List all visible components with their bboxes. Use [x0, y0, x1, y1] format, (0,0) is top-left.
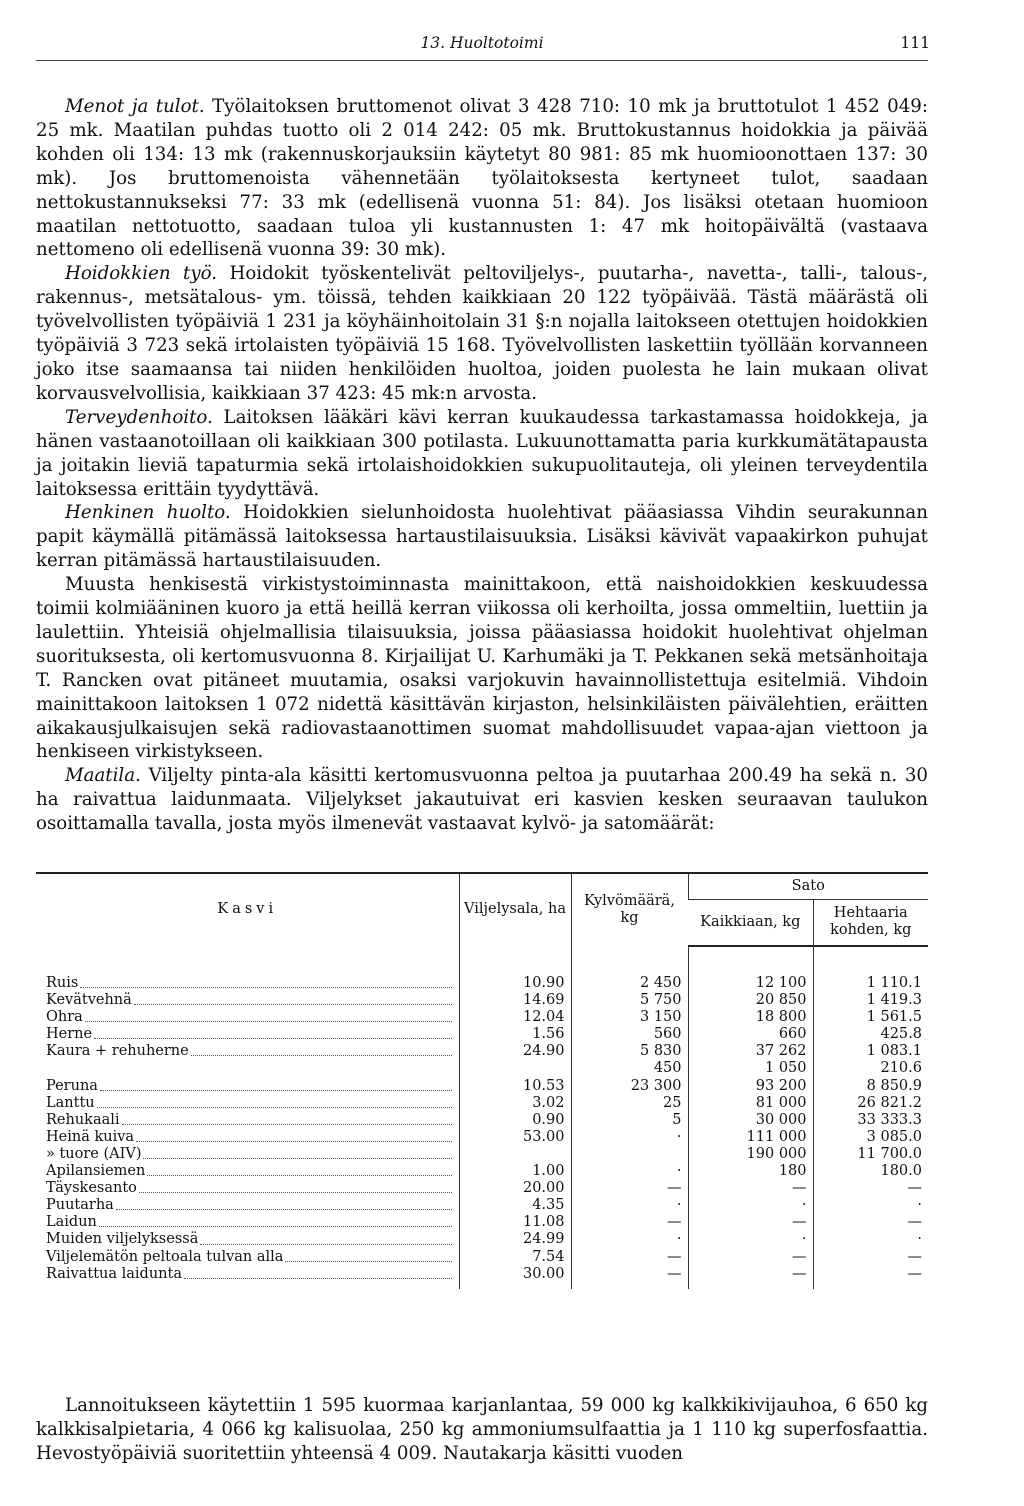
- cell-hehtaaria-kohden: 425.8: [813, 1026, 928, 1043]
- cell-kylvomaara: —: [571, 1214, 688, 1231]
- paragraph-text: Laitoksen lääkäri kävi kerran kuukaudessa tarkastamassa hoidokkeja, ja hänen vastaanotoillaan oli kaikkiaan 300 potilasta. Lukuunottamatta paria kurkkumätätapausta ja joitakin lieviä tapaturmia sekä irtolaishoidokkien sukupuolitauteja, oli yleinen terveydentila laitoksessa erittäin tyydyttävä.: [36, 406, 928, 500]
- crop-name: Raivattua laidunta: [46, 1265, 182, 1282]
- paragraph-heading: Hoidokkien työ.: [65, 263, 218, 285]
- leader-dots: [116, 1197, 452, 1210]
- document-page: [36, 34, 930, 1464]
- paragraph: [36, 501, 928, 573]
- crop-name: Rehukaali: [46, 1111, 120, 1128]
- cell-viljelysala: [459, 1060, 571, 1077]
- col-header-kaikkiaan: Kaikkiaan, kg: [688, 899, 813, 946]
- cell-kylvomaara: ·: [571, 1163, 688, 1180]
- leader-dots: [97, 1095, 452, 1108]
- cell-viljelysala: 0.90: [459, 1112, 571, 1129]
- cell-kylvomaara: —: [571, 1266, 688, 1283]
- cell-viljelysala: 12.04: [459, 1009, 571, 1026]
- cell-kaikkiaan: 37 262: [688, 1043, 813, 1060]
- leader-dots: [85, 1009, 452, 1022]
- paragraph-text: Hoidokit työskentelivät peltoviljelys-, puutarha-, navetta-, talli-, talous-, rakennus-, metsätalous- ym. töissä, tehden kaikkiaan 20 122 työpäivää. Tästä määrästä oli työvelvollisten työpäiviä 1 231 ja köyhäinhoitolain 31 §:n nojalla laitokseen otettujen hoidokkien työpäiviä 3 723 sekä irtolaisten työpäiviä 15 168. Työvelvollisten laskettiin työllään korvanneen joko itse saamaansa tai niiden henkilöiden huoltoa, joiden puolesta he lain mukaan olivat korvausvelvollisia, kaikkiaan 37 423: 45 mk:n arvosta.: [36, 263, 928, 404]
- cell-kasvi: [36, 1043, 459, 1060]
- cell-kylvomaara: —: [571, 1249, 688, 1266]
- cell-kaikkiaan: ·: [688, 1231, 813, 1248]
- cell-kasvi: [36, 1249, 459, 1266]
- cell-kasvi: [36, 1112, 459, 1129]
- cell-kaikkiaan: —: [688, 1214, 813, 1231]
- leader-dots: [191, 1043, 452, 1056]
- leader-dots: [285, 1249, 451, 1262]
- paragraph-text: Työlaitoksen bruttomenot olivat 3 428 710: 10 mk ja bruttotulot 1 452 049: 25 mk. Maatilan puhdas tuotto oli 2 014 242: 05 mk. Bruttokustannus hoidokkia ja päivää kohden oli 134: 13 mk (rakennuskorjauksiin käytetyt 80 981: 85 mk huomioonottaen 137: 30 mk). Jos bruttomenoista vähennetään työlaitoksesta kertyneet tulot, saadaan nettokustannukseksi 77: 33 mk (edellisenä vuonna 51: 84). Jos lisäksi otetaan huomioon maatilan nettotuotto, saadaan tuloa yli kustannusten 1: 47 mk hoitopäivältä (vastaava nettomeno oli edellisenä vuonna 39: 30 mk).: [36, 96, 928, 261]
- cell-kaikkiaan: —: [688, 1249, 813, 1266]
- cell-hehtaaria-kohden: 1 419.3: [813, 992, 928, 1009]
- cell-hehtaaria-kohden: 11 700.0: [813, 1146, 928, 1163]
- cell-kasvi: [36, 1026, 459, 1043]
- cell-kasvi: [36, 1078, 459, 1095]
- paragraph: [36, 406, 928, 502]
- table-row: [36, 1163, 928, 1180]
- crop-name: Herne: [46, 1026, 93, 1043]
- leader-dots: [94, 1026, 451, 1039]
- crop-name: Ruis: [46, 975, 79, 991]
- cell-kaikkiaan: 81 000: [688, 1095, 813, 1112]
- header-rule: [36, 60, 928, 61]
- cell-hehtaaria-kohden: 8 850.9: [813, 1078, 928, 1095]
- table-row: [36, 1214, 928, 1231]
- cell-kasvi: [36, 1180, 459, 1197]
- cell-hehtaaria-kohden: 3 085.0: [813, 1129, 928, 1146]
- table-row: [36, 1146, 928, 1163]
- table-row: [36, 1060, 928, 1077]
- cell-kaikkiaan: 18 800: [688, 1009, 813, 1026]
- cell-kaikkiaan: 1 050: [688, 1060, 813, 1077]
- cell-kylvomaara: 5 830: [571, 1043, 688, 1060]
- section-title: 13. Huoltotoimi: [420, 34, 544, 52]
- leader-dots: [200, 1231, 451, 1244]
- paragraph-text: Hoidokkien sielunhoidosta huolehtivat pääasiassa Vihdin seurakunnan papit käymällä pitämässä laitoksessa hartaustilaisuuksia. Lisäksi kävivät vapaakirkon puhujat kerran pitämässä hartaustilaisuuden.: [36, 502, 928, 572]
- paragraph: [36, 95, 928, 262]
- cell-kasvi: [36, 1146, 459, 1163]
- col-header-hehtaaria: Hehtaaria kohden, kg: [813, 899, 928, 946]
- cell-kaikkiaan: 660: [688, 1026, 813, 1043]
- paragraph-heading: Henkinen huolto.: [65, 502, 231, 524]
- cell-hehtaaria-kohden: 1 110.1: [813, 975, 928, 992]
- cell-viljelysala: 10.90: [459, 975, 571, 992]
- cell-kylvomaara: 5 750: [571, 992, 688, 1009]
- cell-kylvomaara: [571, 1146, 688, 1163]
- table-row: [36, 992, 928, 1009]
- cell-hehtaaria-kohden: 33 333.3: [813, 1112, 928, 1129]
- crop-name: Peruna: [46, 1077, 98, 1094]
- cell-viljelysala: 10.53: [459, 1078, 571, 1095]
- body-text: [36, 95, 928, 836]
- paragraph: [36, 764, 928, 836]
- cell-kaikkiaan: —: [688, 1266, 813, 1283]
- cell-kaikkiaan: 111 000: [688, 1129, 813, 1146]
- cell-kasvi: [36, 1266, 459, 1283]
- crop-name: Laidun: [46, 1214, 97, 1231]
- cell-viljelysala: 30.00: [459, 1266, 571, 1283]
- cell-kasvi: [36, 1214, 459, 1231]
- table-row: [36, 1009, 928, 1026]
- table-row: [36, 1095, 928, 1112]
- cell-kylvomaara: ·: [571, 1231, 688, 1248]
- cell-kasvi: [36, 1231, 459, 1248]
- cell-kasvi: [36, 1095, 459, 1112]
- cell-kaikkiaan: 20 850: [688, 992, 813, 1009]
- col-header-kasvi: Kasvi: [36, 873, 459, 946]
- cell-hehtaaria-kohden: 180.0: [813, 1163, 928, 1180]
- leader-dots: [143, 1146, 451, 1159]
- table-row: [36, 1180, 928, 1197]
- cell-hehtaaria-kohden: ·: [813, 1231, 928, 1248]
- leader-dots: [147, 1163, 451, 1176]
- cell-hehtaaria-kohden: —: [813, 1180, 928, 1197]
- col-header-viljelysala: Viljelysala, ha: [459, 873, 571, 946]
- leader-dots: [134, 992, 452, 1005]
- table-row: [36, 1043, 928, 1060]
- crop-name: Viljelemätön peltoala tulvan alla: [46, 1248, 284, 1265]
- cell-hehtaaria-kohden: 210.6: [813, 1060, 928, 1077]
- crop-name: Heinä kuiva: [46, 1128, 135, 1145]
- table-row: [36, 1249, 928, 1266]
- table-row: [36, 1078, 928, 1095]
- leader-dots: [80, 975, 451, 988]
- leader-dots: [122, 1112, 452, 1125]
- cell-hehtaaria-kohden: 26 821.2: [813, 1095, 928, 1112]
- crop-table: [36, 872, 928, 1289]
- paragraph-heading: Terveydenhoito.: [65, 406, 213, 428]
- cell-viljelysala: 20.00: [459, 1180, 571, 1197]
- cell-kylvomaara: ·: [571, 1197, 688, 1214]
- cell-kasvi: [36, 1009, 459, 1026]
- crop-name: Kevätvehnä: [46, 992, 132, 1009]
- cell-hehtaaria-kohden: —: [813, 1266, 928, 1283]
- cell-kylvomaara: 5: [571, 1112, 688, 1129]
- cell-kaikkiaan: 93 200: [688, 1078, 813, 1095]
- cell-kasvi: [36, 992, 459, 1009]
- cell-kylvomaara: 3 150: [571, 1009, 688, 1026]
- cell-kaikkiaan: 190 000: [688, 1146, 813, 1163]
- cell-hehtaaria-kohden: —: [813, 1249, 928, 1266]
- paragraph-after-table: Lannoitukseen käytettiin 1 595 kuormaa karjanlantaa, 59 000 kg kalkkikivijauhoa, 6 650 kg kalkkisalpietaria, 4 066 kg kalisuolaa, 250 kg ammoniumsulfaattia ja 1 110 kg superfosfaattia. Hevostyöpäiviä suoritettiin yhteensä 4 009. Nautakarja käsitti vuoden: [36, 1395, 928, 1464]
- table-row: [36, 1197, 928, 1214]
- table-row: [36, 975, 928, 992]
- crop-name: Kaura + rehuherne: [46, 1043, 189, 1060]
- cell-viljelysala: 4.35: [459, 1197, 571, 1214]
- paragraph-text: Muusta henkisestä virkistystoiminnasta mainittakoon, että naishoidokkien keskuudessa toimii kolmiääninen kuoro ja että heillä kerran viikossa oli kerhoilta, jossa ommeltiin, luettiin ja laulettiin. Yhteisiä ohjelmallisia tilaisuuksia, joissa pääasiassa hoidokit huolehtivat ohjelman suorituksesta, oli kertomusvuonna 8. Kirjailijat U. Karhumäki ja T. Pekkanen sekä metsänhoitaja T. Rancken ovat pitäneet muutamia, osaksi varjokuvin havainnollistettuja esitelmiä. Vihdoin mainittakoon laitoksen 1 072 nidettä käsittävän kirjaston, helsinkiläisten päivälehtien, eräitten aikakausjulkaisujen sekä radiovastaanottimen suomat mahdollisuudet vapaa-ajan viettoon ja henkiseen virkistykseen.: [36, 574, 928, 763]
- cell-kylvomaara: 450: [571, 1060, 688, 1077]
- cell-hehtaaria-kohden: 1 561.5: [813, 1009, 928, 1026]
- table-row: [36, 1231, 928, 1248]
- paragraph: [36, 262, 928, 405]
- cell-kaikkiaan: 12 100: [688, 975, 813, 992]
- cell-viljelysala: 53.00: [459, 1129, 571, 1146]
- cell-kylvomaara: 560: [571, 1026, 688, 1043]
- paragraph: [36, 573, 928, 764]
- cell-viljelysala: 3.02: [459, 1095, 571, 1112]
- col-header-sato: Sato: [688, 873, 928, 899]
- cell-viljelysala: 11.08: [459, 1214, 571, 1231]
- col-header-kylvomaara: Kylvömäärä, kg: [571, 873, 688, 946]
- cell-kasvi: [36, 1129, 459, 1146]
- cell-kaikkiaan: —: [688, 1180, 813, 1197]
- cell-viljelysala: 1.00: [459, 1163, 571, 1180]
- cell-viljelysala: [459, 1146, 571, 1163]
- running-header: [36, 34, 928, 56]
- cell-kasvi: [36, 1197, 459, 1214]
- cell-kaikkiaan: 180: [688, 1163, 813, 1180]
- page-number: 111: [900, 34, 930, 52]
- table-row: [36, 1112, 928, 1129]
- cell-viljelysala: 24.99: [459, 1231, 571, 1248]
- crop-name: Apilansiemen: [46, 1163, 146, 1180]
- cell-kylvomaara: 23 300: [571, 1078, 688, 1095]
- cell-viljelysala: 14.69: [459, 992, 571, 1009]
- leader-dots: [139, 1180, 452, 1193]
- cell-kylvomaara: 2 450: [571, 975, 688, 992]
- leader-dots: [184, 1266, 452, 1279]
- cell-hehtaaria-kohden: —: [813, 1214, 928, 1231]
- cell-hehtaaria-kohden: ·: [813, 1197, 928, 1214]
- cell-kylvomaara: 25: [571, 1095, 688, 1112]
- crop-name: Lanttu: [46, 1094, 95, 1111]
- paragraph-text: Viljelty pinta-ala käsitti kertomusvuonna peltoa ja puutarhaa 200.49 ha sekä n. 30 ha raivattua laidunmaata. Viljelykset jakautuivat eri kasvien kesken seuraavan taulukon osoittamalla tavalla, josta myös ilmenevät vastaavat kylvö- ja satomäärät:: [36, 765, 928, 835]
- cell-kaikkiaan: ·: [688, 1197, 813, 1214]
- leader-dots: [100, 1078, 452, 1091]
- cell-kasvi: [36, 1163, 459, 1180]
- leader-dots: [136, 1129, 451, 1142]
- cell-kasvi: [36, 975, 459, 992]
- crop-name: Ohra: [46, 1009, 83, 1026]
- crop-name: » tuore (AIV): [46, 1145, 142, 1162]
- table-row: [36, 1129, 928, 1146]
- crop-name: Muiden viljelyksessä: [46, 1231, 199, 1248]
- crop-table-body: [36, 946, 928, 1289]
- cell-kylvomaara: —: [571, 1180, 688, 1197]
- cell-hehtaaria-kohden: 1 083.1: [813, 1043, 928, 1060]
- cell-viljelysala: 1.56: [459, 1026, 571, 1043]
- cell-viljelysala: 24.90: [459, 1043, 571, 1060]
- cell-viljelysala: 7.54: [459, 1249, 571, 1266]
- leader-dots: [99, 1214, 452, 1227]
- crop-name: Täyskesanto: [46, 1180, 137, 1197]
- cell-kaikkiaan: 30 000: [688, 1112, 813, 1129]
- crop-name: Puutarha: [46, 1197, 114, 1214]
- table-row: [36, 1026, 928, 1043]
- paragraph-heading: Maatila.: [65, 765, 141, 787]
- table-row: [36, 1266, 928, 1283]
- cell-kylvomaara: ·: [571, 1129, 688, 1146]
- cell-kasvi: [36, 1060, 459, 1077]
- paragraph-heading: Menot ja tulot.: [65, 96, 205, 117]
